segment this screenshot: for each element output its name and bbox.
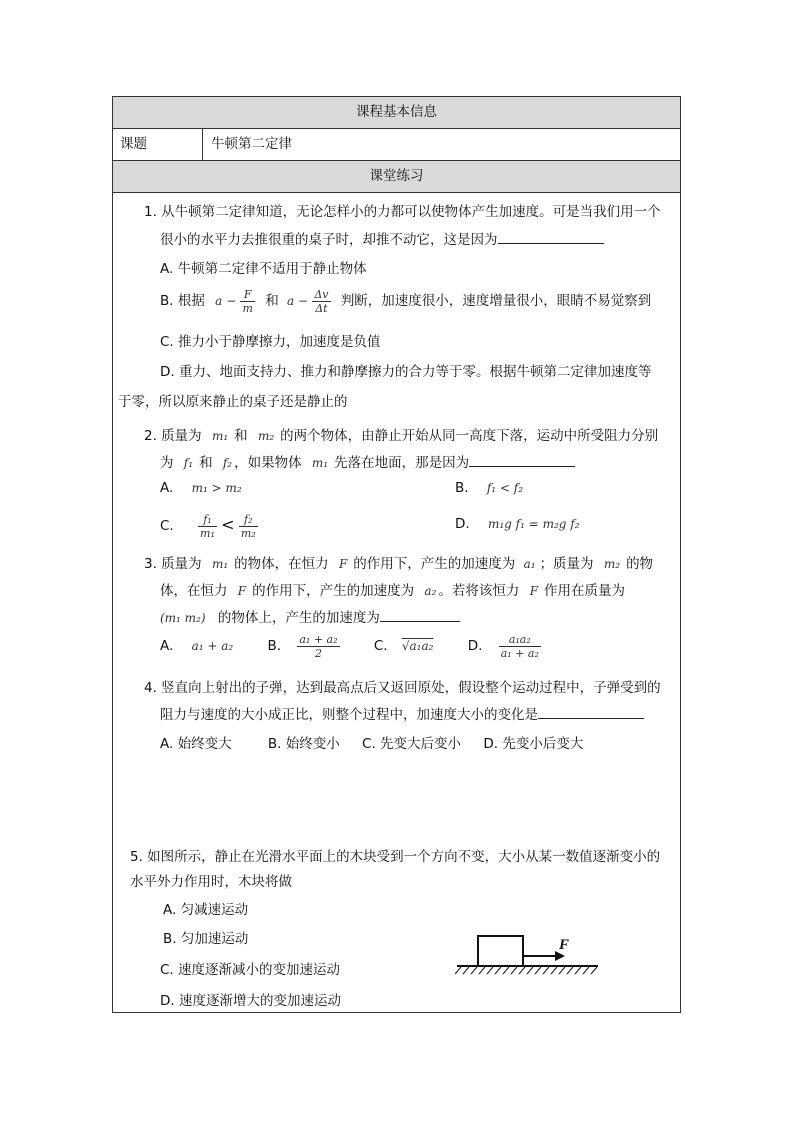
- q3-l2-d: 作用在质量为: [544, 583, 626, 599]
- q1-b-formula2-lhs: a −: [287, 294, 309, 308]
- q5-option-b: B. 匀加速运动: [163, 931, 249, 947]
- q5-option-d: D. 速度逐渐增大的变加速运动: [160, 993, 341, 1009]
- q1-option-b: [160, 284, 651, 318]
- q3-l2-a2: a₂: [424, 584, 437, 598]
- q1-b-f1-den: m: [242, 301, 253, 315]
- q2-c-lt: <: [221, 515, 235, 534]
- q3-l1-a1: a₁: [523, 557, 536, 571]
- q2-c-num1: f₁: [198, 513, 217, 527]
- topic-row: [113, 129, 680, 161]
- q3-l1-c: 的作用下，产生的加速度为: [353, 556, 516, 572]
- q3-l1-F: F: [338, 557, 348, 571]
- q1-answer-blank: [498, 230, 604, 244]
- q3-line2: [160, 579, 625, 599]
- q2-option-b: [455, 480, 523, 496]
- q3-d-frac: [499, 633, 541, 660]
- q4-line1: 4. 竖直向上射出的子弹，达到最高点后又返回原处，假设整个运动过程中，子弹受到的: [144, 680, 661, 696]
- q2-l1-text-b: 的两个物体，由静止开始从同一高度下落，运动中所受阻力分别: [280, 428, 659, 444]
- q2-line2: [160, 451, 575, 471]
- q1-b-post: 判断，加速度很小，速度增量很小，眼睛不易觉察到: [340, 293, 652, 309]
- q3-b-frac: [297, 633, 339, 660]
- q3-c-expr: √a₁a₂: [401, 639, 434, 653]
- q2-l2-and: 和: [199, 455, 213, 471]
- ground-surface: [455, 966, 598, 974]
- q4-options: [160, 732, 583, 752]
- wooden-block: [478, 936, 523, 966]
- q3-l3-b: 的物体上，产生的加速度为: [217, 610, 380, 626]
- q1-option-a: A. 牛顿第二定律不适用于静止物体: [160, 261, 367, 277]
- q1-b-formula1-lhs: a −: [215, 294, 237, 308]
- q1-b-pre: B. 根据: [160, 293, 205, 309]
- q3-l1-b: 的物体，在恒力: [234, 556, 329, 572]
- q3-options: [160, 626, 541, 666]
- q2-l2-m1: m₁: [311, 456, 329, 470]
- q3-d-num: a₁a₂: [499, 633, 541, 647]
- q2-c-frac1: [198, 513, 217, 540]
- q2-l2-text-a: 为: [160, 455, 174, 471]
- q3-l2-c: 。若将该恒力: [438, 583, 520, 599]
- q2-l2-text-b: ，如果物体: [234, 455, 302, 471]
- q4-option-d: D. 先变小后变大: [483, 736, 584, 752]
- q2-option-a: [160, 480, 242, 496]
- q3-l2-F: F: [237, 584, 247, 598]
- q2-l1-and: 和: [234, 428, 248, 444]
- q2-answer-blank: [469, 453, 575, 467]
- practice-header: 课堂练习: [113, 161, 680, 193]
- q3-l1-e: 的物: [626, 556, 654, 572]
- q3-c-label: C.: [373, 638, 388, 654]
- q2-c-num2: f₂: [239, 513, 258, 527]
- basic-info-header: 课程基本信息: [113, 97, 680, 129]
- q3-a-label: A.: [160, 638, 174, 654]
- q1-b-formula2-frac: [312, 288, 330, 315]
- q4-option-b: B. 始终变小: [267, 736, 340, 752]
- q1-b-f2-den: Δt: [315, 301, 328, 315]
- q2-a-label: A.: [160, 480, 174, 496]
- q2-l2-f1: f₁: [183, 456, 194, 470]
- q2-b-label: B.: [455, 480, 469, 496]
- q3-b-num: a₁ + a₂: [299, 632, 338, 646]
- q5-line1: 5. 如图所示，静止在光滑水平面上的木块受到一个方向不变，大小从某一数值逐渐变小的: [130, 849, 661, 865]
- q4-option-a: A. 始终变大: [160, 736, 232, 752]
- q4-line2: [160, 703, 644, 723]
- q2-l1-m2: m₂: [257, 429, 275, 443]
- q3-d-den: a₁ + a₂: [500, 646, 539, 660]
- q3-l1-m2: m₂: [603, 557, 621, 571]
- q2-c-den2: m₂: [240, 526, 256, 540]
- q2-c-den1: m₁: [200, 526, 215, 540]
- q3-l2-b: 的作用下，产生的加速度为: [252, 583, 415, 599]
- q2-l2-text-c: 先落在地面，那是因为: [334, 455, 470, 471]
- q2-b-expr: f₁ < f₂: [486, 481, 524, 495]
- q3-l1-d: ；质量为: [539, 556, 594, 572]
- q3-d-label: D.: [467, 638, 483, 654]
- force-label: F: [559, 937, 570, 953]
- q5-line2: 水平外力作用时，木块将做: [130, 874, 292, 890]
- block-force-figure: [455, 930, 600, 975]
- q3-l1-a: 3. 质量为: [144, 556, 202, 572]
- q1-line1: 1. 从牛顿第二定律知道，无论怎样小的力都可以使物体产生加速度。可是当我们用一个: [144, 204, 661, 220]
- q5-option-a: A. 匀减速运动: [163, 902, 249, 918]
- q2-d-label: D.: [455, 516, 470, 532]
- q3-l1-m1: m₁: [211, 557, 229, 571]
- q3-line3: [160, 606, 460, 626]
- q3-b-label: B.: [267, 638, 282, 654]
- q2-c-label: C.: [160, 518, 174, 534]
- q2-line1: [144, 424, 658, 444]
- q1-option-d-line1: D. 重力、地面支持力、推力和静摩擦力的合力等于零。根据牛顿第二定律加速度等: [160, 364, 652, 380]
- q2-l1-text-a: 2. 质量为: [144, 428, 202, 444]
- q3-l2-F2: F: [529, 584, 539, 598]
- q2-l2-f2: f₂: [222, 456, 233, 470]
- q1-b-f1-num: F: [240, 288, 254, 302]
- q1-b-and: 和: [265, 293, 279, 309]
- q2-l1-m1: m₁: [211, 429, 229, 443]
- q4-answer-blank: [538, 705, 644, 719]
- q1-line2-text: 很小的水平力去推很重的桌子时，却推不动它，这是因为: [160, 232, 498, 248]
- q1-b-formula1-frac: [240, 288, 254, 315]
- q4-option-c: C. 先变大后变小: [362, 736, 462, 752]
- q1-option-c: C. 推力小于静摩擦力，加速度是负值: [160, 334, 381, 350]
- q3-a-expr: a₁ + a₂: [191, 639, 234, 653]
- topic-label: 课题: [113, 129, 203, 160]
- q2-option-d: [455, 516, 580, 532]
- q2-c-frac2: [239, 513, 258, 540]
- q2-option-c: [160, 508, 258, 543]
- q4-line2-text: 阻力与速度的大小成正比，则整个过程中，加速度大小的变化是: [160, 707, 538, 723]
- q3-line1: [144, 552, 653, 572]
- q5-option-c: C. 速度逐渐减小的变加速运动: [160, 962, 341, 978]
- q3-l3-expr: (m₁ m₂): [160, 611, 206, 625]
- q3-answer-blank: [380, 608, 460, 622]
- q1-line2: [160, 228, 604, 248]
- topic-value: 牛顿第二定律: [211, 136, 292, 152]
- q3-b-den: 2: [314, 646, 322, 660]
- q1-b-f2-num: Δv: [314, 287, 329, 301]
- q2-a-expr: m₁ > m₂: [191, 481, 242, 495]
- q2-d-expr: m₁g f₁ = m₂g f₂: [487, 517, 580, 531]
- q3-l2-a: 体，在恒力: [160, 583, 228, 599]
- q1-option-d-line2: 于零，所以原来静止的桌子还是静止的: [118, 394, 348, 410]
